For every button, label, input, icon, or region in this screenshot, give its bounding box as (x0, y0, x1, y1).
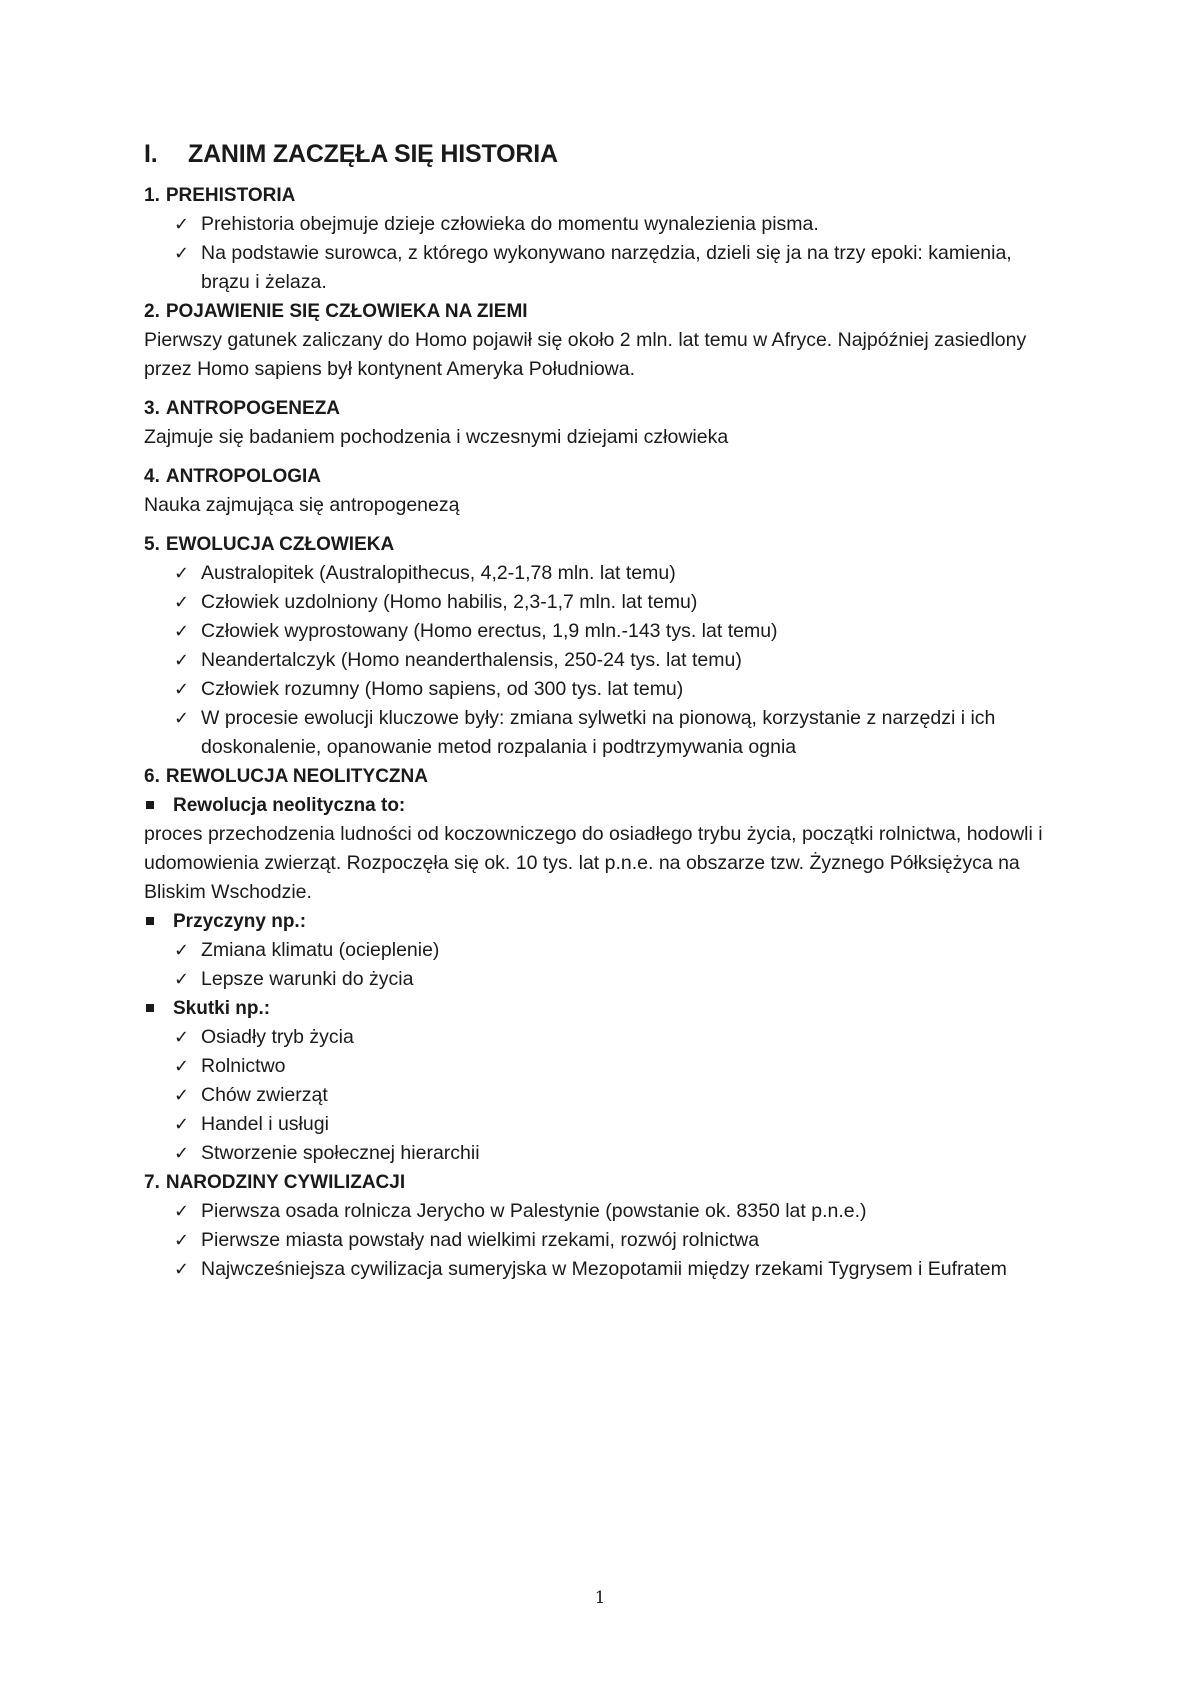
chapter-heading (144, 140, 1064, 169)
subheading-effects: Skutki np.: (144, 994, 1064, 1023)
checkmark-icon: ✓ (174, 1259, 190, 1280)
list-item: ✓ Lepsze warunki do życia (144, 965, 1064, 994)
checkmark-icon: ✓ (174, 650, 190, 671)
list-item: ✓ Prehistoria obejmuje dzieje człowieka do momentu wynalezienia pisma. (144, 210, 1064, 239)
section-heading-antropologia: 4. ANTROPOLOGIA (144, 466, 322, 487)
section-text: Pierwszy gatunek zaliczany do Homo pojawił się około 2 mln. lat temu w Afryce. Najpóźniej zasiedlony przez Homo sapiens był kontynent Ameryka Południowa. (144, 329, 1027, 380)
chapter-title: ZANIM ZACZĘŁA SIĘ HISTORIA (188, 140, 558, 168)
checkmark-icon: ✓ (174, 1114, 190, 1135)
causes-list (144, 936, 1064, 994)
prehistoria-list (144, 210, 1064, 297)
effects-list (144, 1023, 1064, 1168)
list-item: ✓ Zmiana klimatu (ocieplenie) (144, 936, 1064, 965)
list-item: ✓ Pierwsza osada rolnicza Jerycho w Palestynie (powstanie ok. 8350 lat p.n.e.) (144, 1197, 1064, 1226)
page-number: 1 (594, 1588, 606, 1608)
checkmark-icon: ✓ (174, 592, 190, 613)
ewolucja-list (144, 559, 1064, 762)
checkmark-icon: ✓ (174, 1230, 190, 1251)
list-item: ✓ Pierwsze miasta powstały nad wielkimi rzekami, rozwój rolnictwa (144, 1226, 1064, 1255)
checkmark-icon: ✓ (174, 679, 190, 700)
list-item: ✓ Stworzenie społecznej hierarchii (144, 1139, 1064, 1168)
list-item: ✓ Neandertalczyk (Homo neanderthalensis, 250-24 tys. lat temu) (144, 646, 1064, 675)
list-item: ✓ Najwcześniejsza cywilizacja sumeryjska w Mezopotamii między rzekami Tygrysem i Eufratem (144, 1255, 1064, 1284)
list-item: ✓ Człowiek rozumny (Homo sapiens, od 300 tys. lat temu) (144, 675, 1064, 704)
cywilizacje-list (144, 1197, 1064, 1284)
checkmark-icon: ✓ (174, 1143, 190, 1164)
section-heading-prehistoria: 1. PREHISTORIA (144, 185, 296, 206)
section-heading-ewolucja: 5. EWOLUCJA CZŁOWIEKA (144, 534, 395, 555)
checkmark-icon: ✓ (174, 940, 190, 961)
subheading-causes: Przyczyny np.: (144, 907, 1064, 936)
subheading-definition: Rewolucja neolityczna to: (144, 791, 1064, 820)
checkmark-icon: ✓ (174, 563, 190, 584)
checkmark-icon: ✓ (174, 621, 190, 642)
square-bullet-icon (146, 801, 154, 809)
list-item: ✓ Osiadły tryb życia (144, 1023, 1064, 1052)
section-text: Zajmuje się badaniem pochodzenia i wczesnymi dziejami człowieka (144, 426, 729, 448)
checkmark-icon: ✓ (174, 214, 190, 235)
list-item: ✓ Człowiek wyprostowany (Homo erectus, 1,9 mln.-143 tys. lat temu) (144, 617, 1064, 646)
section-heading-pojawienie: 2. POJAWIENIE SIĘ CZŁOWIEKA NA ZIEMI (144, 301, 528, 322)
section-heading-antropogeneza: 3. ANTROPOGENEZA (144, 398, 341, 419)
definition-text: proces przechodzenia ludności od koczowniczego do osiadłego trybu życia, początki rolnictwa, hodowli i udomowienia zwierząt. Rozpoczęła się ok. 10 tys. lat p.n.e. na obszarze tzw. Żyznego Półksiężyca na Bliskim Wschodzie. (144, 823, 1043, 903)
list-item: ✓ Na podstawie surowca, z którego wykonywano narzędzia, dzieli się ja na trzy epoki: kamienia, brązu i żelaza. (144, 239, 1064, 297)
list-item: ✓ W procesie ewolucji kluczowe były: zmiana sylwetki na pionową, korzystanie z narzędzi i ich doskonalenie, opanowanie metod rozpalania i podtrzymywania ognia (144, 704, 1064, 762)
list-item: ✓ Człowiek uzdolniony (Homo habilis, 2,3-1,7 mln. lat temu) (144, 588, 1064, 617)
square-bullet-icon (146, 917, 154, 925)
list-item: ✓ Australopitek (Australopithecus, 4,2-1,78 mln. lat temu) (144, 559, 1064, 588)
list-item: ✓ Handel i usługi (144, 1110, 1064, 1139)
document-page (144, 140, 1064, 1284)
section-heading-narodziny: 7. NARODZINY CYWILIZACJI (144, 1172, 406, 1193)
section-heading-rewolucja: 6. REWOLUCJA NEOLITYCZNA (144, 766, 428, 787)
checkmark-icon: ✓ (174, 708, 190, 729)
chapter-number: I. (144, 140, 158, 168)
section-text: Nauka zajmująca się antropogenezą (144, 494, 460, 516)
checkmark-icon: ✓ (174, 969, 190, 990)
square-bullet-icon (146, 1004, 154, 1012)
checkmark-icon: ✓ (174, 1027, 190, 1048)
checkmark-icon: ✓ (174, 1056, 190, 1077)
checkmark-icon: ✓ (174, 1085, 190, 1106)
list-item: ✓ Chów zwierząt (144, 1081, 1064, 1110)
checkmark-icon: ✓ (174, 243, 190, 264)
list-item: ✓ Rolnictwo (144, 1052, 1064, 1081)
checkmark-icon: ✓ (174, 1201, 190, 1222)
